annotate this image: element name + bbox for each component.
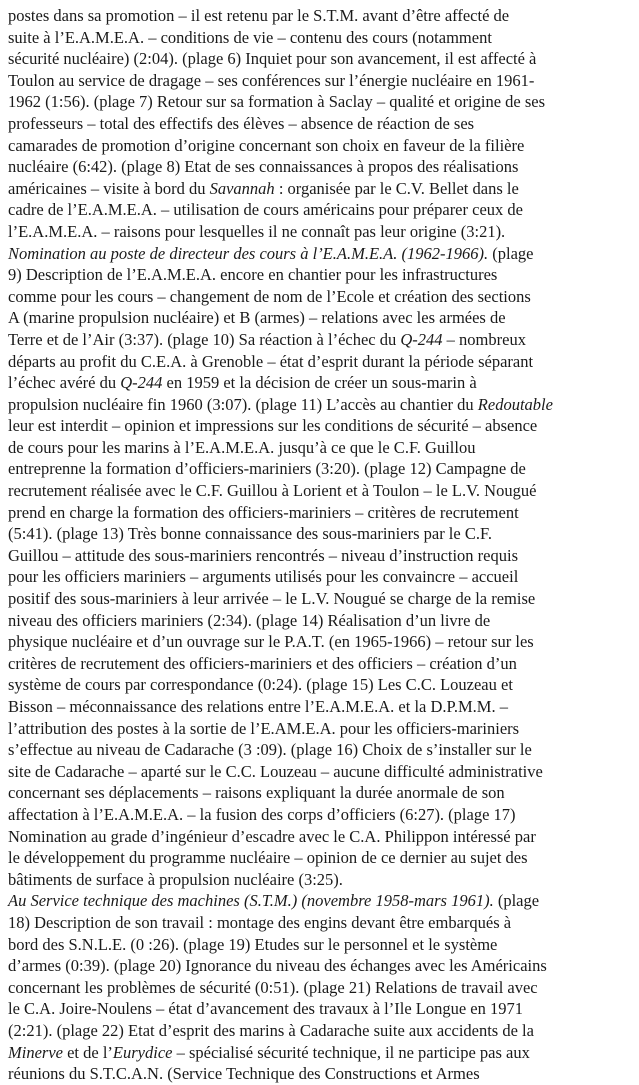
text-line xyxy=(8,804,635,826)
text-segment: : organisée par le C.V. Bellet dans le xyxy=(274,178,519,198)
text-line xyxy=(8,264,635,286)
text-line xyxy=(8,394,635,416)
text-line xyxy=(8,674,635,696)
text-segment: bord des S.N.L.E. (0 :26). (plage 19) Etudes sur le personnel et le système xyxy=(8,934,498,954)
text-segment: le C.A. Joire-Noulens – état d’avancement des travaux à l’Ile Longue en 1971 xyxy=(8,999,523,1019)
text-segment: cadre de l’E.A.M.E.A. – utilisation de cours américains pour préparer ceux de xyxy=(8,200,523,220)
text-line xyxy=(8,653,635,675)
italic-text-segment: Savannah xyxy=(209,178,275,198)
italic-text-segment: Eurydice xyxy=(112,1042,173,1062)
text-line xyxy=(8,178,635,200)
text-segment: positif des sous-mariniers à leur arrivée – le L.V. Nougué se charge de la remise xyxy=(8,589,536,609)
text-line xyxy=(8,329,635,351)
text-line xyxy=(8,696,635,718)
text-segment: postes dans sa promotion – il est retenu par le S.T.M. avant d’être affecté de xyxy=(8,6,510,25)
text-segment: propulsion nucléaire fin 1960 (3:07). (plage 11) L’accès au chantier du xyxy=(8,394,478,414)
text-line xyxy=(8,1020,635,1042)
text-line xyxy=(8,48,635,70)
text-segment: s’effectue au niveau de Cadarache (3 :09). (plage 16) Choix de s’installer sur le xyxy=(8,740,532,760)
text-segment: niveau des officiers mariniers (2:34). (plage 14) Réalisation d’un livre de xyxy=(8,610,491,630)
text-segment: l’échec avéré du xyxy=(8,373,121,393)
text-segment: 18) Description de son travail : montage des engins devant être embarqués à xyxy=(8,912,512,932)
text-segment: système de cours par correspondance (0:24). (plage 15) Les C.C. Louzeau et xyxy=(8,675,513,695)
text-line xyxy=(8,718,635,740)
text-segment: Guillou – attitude des sous-mariniers rencontrés – niveau d’instruction requis xyxy=(8,545,519,565)
text-segment: site de Cadarache – aparté sur le C.C. Louzeau – aucune difficulté administrative xyxy=(8,761,543,781)
text-line xyxy=(8,415,635,437)
italic-text-segment: Nomination au poste de directeur des cours à l’E.A.M.E.A. (1962-1966). xyxy=(8,243,489,263)
text-line xyxy=(8,199,635,221)
text-segment: l’E.A.M.E.A. – raisons pour lesquelles il ne connaît pas leur origine (3:21). xyxy=(8,221,506,241)
text-line xyxy=(8,351,635,373)
text-line xyxy=(8,566,635,588)
text-segment: d’armes (0:39). (plage 20) Ignorance du niveau des échanges avec les Américains xyxy=(8,956,547,976)
text-segment: sécurité nucléaire) (2:04). (plage 6) Inquiet pour son avancement, il est affecté à xyxy=(8,49,537,69)
text-segment: suite à l’E.A.M.E.A. – conditions de vie – contenu des cours (notamment xyxy=(8,27,492,47)
italic-text-segment: Q-244 xyxy=(400,329,443,349)
text-line xyxy=(8,502,635,524)
text-segment: affectation à l’E.A.M.E.A. – la fusion des corps d’officiers (6:27). (plage 17) xyxy=(8,804,516,824)
text-line xyxy=(8,847,635,869)
text-segment: camarades de promotion d’origine concernant son choix en faveur de la filière xyxy=(8,135,525,155)
text-line xyxy=(8,826,635,848)
text-line xyxy=(8,5,635,27)
text-segment: le développement du programme nucléaire – opinion de ce dernier au sujet des xyxy=(8,848,528,868)
italic-text-segment: Q-244 xyxy=(120,373,163,393)
text-segment: entreprenne la formation d’officiers-mariniers (3:20). (plage 12) Campagne de xyxy=(8,459,526,479)
text-segment: prend en charge la formation des officiers-mariniers – critères de recrutement xyxy=(8,502,519,522)
text-line xyxy=(8,113,635,135)
text-line xyxy=(8,890,635,912)
italic-text-segment: Redoutable xyxy=(477,394,553,414)
text-line xyxy=(8,135,635,157)
text-segment: réunions du S.T.C.A.N. (Service Technique des Constructions et Armes xyxy=(8,1064,480,1084)
text-line xyxy=(8,156,635,178)
text-segment: nucléaire (6:42). (plage 8) Etat de ses connaissances à propos des réalisations xyxy=(8,157,519,177)
text-segment: – nombreux xyxy=(442,329,526,349)
text-segment: – spécialisé sécurité technique, il ne participe pas aux xyxy=(172,1042,530,1062)
text-segment: concernant ses déplacements – raisons expliquant la durée anormale de son xyxy=(8,783,505,803)
text-block xyxy=(8,5,635,1085)
text-line xyxy=(8,739,635,761)
text-segment: (plage xyxy=(493,891,540,911)
text-segment: 9) Description de l’E.A.M.E.A. encore en chantier pour les infrastructures xyxy=(8,265,498,285)
text-segment: en 1959 et la décision de créer un sous-marin à xyxy=(162,373,477,393)
text-segment: comme pour les cours – changement de nom de l’Ecole et création des sections xyxy=(8,286,531,306)
text-line xyxy=(8,372,635,394)
text-segment: concernant les problèmes de sécurité (0:51). (plage 21) Relations de travail avec xyxy=(8,977,538,997)
text-segment: A (marine propulsion nucléaire) et B (armes) – relations avec les armées de xyxy=(8,308,506,328)
text-segment: Toulon au service de dragage – ses conférences sur l’énergie nucléaire en 1961- xyxy=(8,70,535,90)
text-segment: de cours pour les marins à l’E.A.M.E.A. jusqu’à ce que le C.F. Guillou xyxy=(8,437,476,457)
text-line xyxy=(8,437,635,459)
text-segment: pour les officiers mariniers – arguments utilisés pour les convaincre – accueil xyxy=(8,567,519,587)
text-line xyxy=(8,934,635,956)
text-line xyxy=(8,286,635,308)
text-line xyxy=(8,1042,635,1064)
text-segment: (5:41). (plage 13) Très bonne connaissance des sous-mariniers par le C.F. xyxy=(8,524,492,544)
text-line xyxy=(8,523,635,545)
text-line xyxy=(8,761,635,783)
text-line xyxy=(8,480,635,502)
text-line xyxy=(8,27,635,49)
text-line xyxy=(8,307,635,329)
text-segment: l’attribution des postes à la sortie de l’E.AM.E.A. pour les officiers-mariniers xyxy=(8,718,520,738)
text-line xyxy=(8,243,635,265)
text-segment: recrutement réalisée avec le C.F. Guillou à Lorient et à Toulon – le L.V. Nougué xyxy=(8,481,537,501)
text-segment: Nomination au grade d’ingénieur d’escadre avec le C.A. Philippon intéressé par xyxy=(8,826,536,846)
text-line xyxy=(8,545,635,567)
text-line xyxy=(8,955,635,977)
text-segment: 1962 (1:56). (plage 7) Retour sur sa formation à Saclay – qualité et origine de ses xyxy=(8,92,546,112)
text-line xyxy=(8,70,635,92)
text-line xyxy=(8,610,635,632)
text-line xyxy=(8,458,635,480)
text-segment: critères de recrutement des officiers-mariniers et des officiers – création d’un xyxy=(8,653,517,673)
text-line xyxy=(8,869,635,891)
text-line xyxy=(8,91,635,113)
text-segment: départs au profit du C.E.A. à Grenoble – état d’esprit durant la période séparant xyxy=(8,351,534,371)
text-segment: bâtiments de surface à propulsion nucléaire (3:25). xyxy=(8,869,343,889)
text-line xyxy=(8,782,635,804)
text-line xyxy=(8,588,635,610)
italic-text-segment: Minerve xyxy=(8,1042,63,1062)
text-line xyxy=(8,998,635,1020)
text-segment: américaines – visite à bord du xyxy=(8,178,210,198)
italic-text-segment: Au Service technique des machines (S.T.M.) (novembre 1958-mars 1961). xyxy=(8,891,494,911)
text-segment: professeurs – total des effectifs des élèves – absence de réaction de ses xyxy=(8,113,475,133)
text-line xyxy=(8,221,635,243)
text-segment: (2:21). (plage 22) Etat d’esprit des marins à Cadarache suite aux accidents de la xyxy=(8,1020,534,1040)
text-line xyxy=(8,912,635,934)
text-line xyxy=(8,1063,635,1085)
text-segment: physique nucléaire et d’un ouvrage sur le P.A.T. (en 1965-1966) – retour sur les xyxy=(8,632,534,652)
text-segment: et de l’ xyxy=(62,1042,113,1062)
text-segment: Bisson – méconnaissance des relations entre l’E.A.M.E.A. et la D.P.M.M. – xyxy=(8,697,508,716)
text-line xyxy=(8,631,635,653)
text-line xyxy=(8,977,635,999)
text-segment: leur est interdit – opinion et impressions sur les conditions de sécurité – absence xyxy=(8,416,538,436)
text-segment: (plage xyxy=(488,243,534,263)
text-segment: Terre et de l’Air (3:37). (plage 10) Sa réaction à l’échec du xyxy=(8,329,401,349)
